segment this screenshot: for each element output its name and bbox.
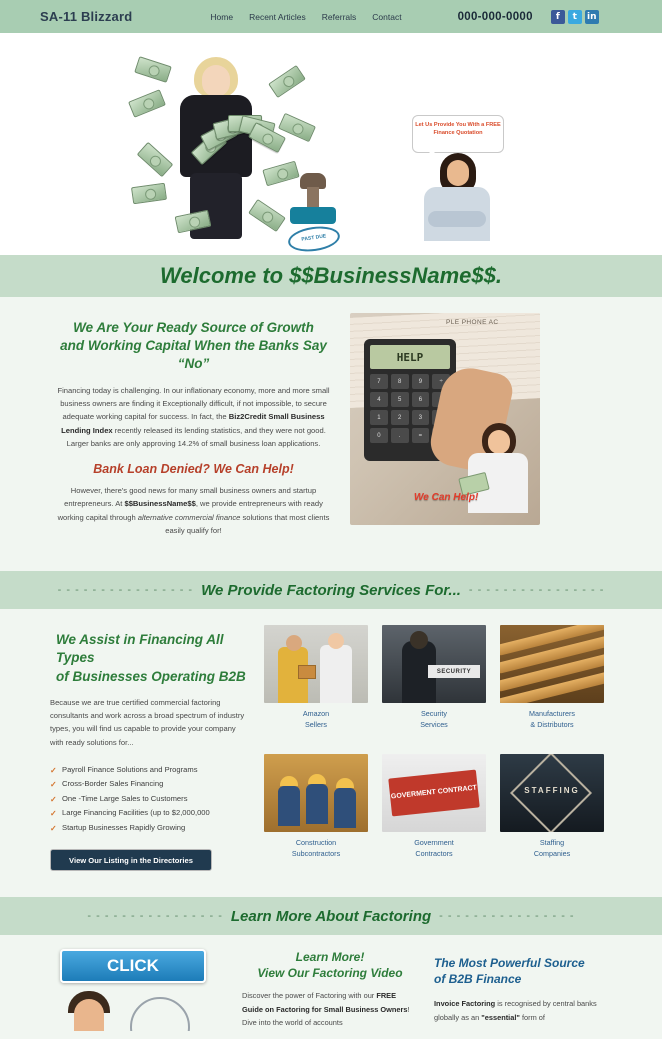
welcome-banner: [0, 255, 662, 297]
card-caption-line2: Services: [420, 719, 448, 729]
social-links: [551, 10, 599, 24]
site-header: [0, 0, 662, 33]
card-caption-line1: Staffing: [539, 838, 565, 848]
nav-item-referrals[interactable]: Referrals: [321, 11, 357, 22]
face-shape: [447, 160, 469, 186]
card-caption-line2: Contractors: [415, 848, 453, 858]
growth-p2-italic: alternative commercial finance: [137, 512, 241, 522]
hero-money-woman-image: [130, 55, 310, 240]
growth-section: [0, 297, 662, 571]
calc-key: 0: [370, 428, 388, 443]
calc-key: 3: [412, 410, 430, 425]
we-can-help-overlay: We Can Help!: [414, 492, 479, 503]
band-dashes-right: - - - - - - - - - - - - - - - -: [468, 584, 605, 597]
growth-paragraph-2: [51, 484, 336, 537]
learn-more-band-title: Learn More About Factoring: [230, 907, 432, 925]
staffing-label: STAFFING: [524, 786, 580, 796]
calc-key: 2: [391, 410, 409, 425]
card-image: [264, 754, 368, 832]
facebook-icon[interactable]: f: [551, 10, 565, 24]
twitter-icon[interactable]: t: [568, 10, 582, 24]
band-dashes-right: - - - - - - - - - - - - - - - -: [439, 910, 575, 923]
card-construction-subcontractors[interactable]: [264, 754, 368, 871]
factoring-checklist: [50, 763, 250, 835]
factoring-band: [0, 571, 662, 609]
video-thumbnail-image[interactable]: [60, 991, 206, 1031]
document-label-text: PLE PHONE AC: [446, 319, 499, 326]
growth-heading: [51, 319, 336, 374]
growth-p2-bold: $$BusinessName$$: [124, 499, 196, 509]
calc-key: 9: [412, 374, 430, 389]
growth-p2-part-c: solutions that most clients easily qualify for!: [165, 512, 330, 535]
hero-agent-image: [392, 115, 504, 255]
growth-p2-part-a: However, there's good news for many small business owners and startup entrepreneurs. At: [64, 486, 317, 509]
powerful-source-heading-line1: The Most Powerful Source: [434, 956, 585, 971]
calc-key: 1: [370, 410, 388, 425]
calc-key: 8: [391, 374, 409, 389]
list-item: ✓ Payroll Finance Solutions and Programs: [50, 763, 250, 777]
calc-key: ÷: [432, 374, 450, 389]
industry-cards-grid: [264, 625, 612, 871]
phone-number[interactable]: 000-000-0000: [457, 10, 533, 23]
ps-p-part-b: form of: [519, 1012, 545, 1022]
agent-figure: [414, 153, 500, 241]
woman-with-cash-figure: [458, 423, 536, 519]
card-image: [264, 625, 368, 703]
learn-more-heading-line2: View Our Factoring Video: [257, 966, 403, 981]
learn-more-band: [0, 897, 662, 935]
calculator-display: HELP: [370, 345, 450, 369]
ps-p-bold2: "essential": [481, 1012, 520, 1022]
factoring-section: [0, 609, 662, 897]
card-staffing-companies[interactable]: [500, 754, 604, 871]
calc-key: .: [391, 428, 409, 443]
cash-fan: [192, 113, 276, 167]
learn-more-paragraph: [242, 989, 418, 1029]
card-caption[interactable]: [500, 709, 604, 730]
card-caption-line1: Construction: [295, 838, 337, 848]
card-caption[interactable]: [264, 709, 368, 730]
card-caption-line1: Government: [414, 838, 454, 848]
growth-p1-part-b: recently released its lending statistics, and they were not good. Larger banks are only approving 14.2% of small business loan applications.: [66, 425, 326, 448]
speech-bubble-text: Let Us Provide You With a FREE Finance Quotation: [412, 115, 504, 153]
main-nav: [210, 12, 401, 22]
past-due-stamp-image: [286, 173, 340, 251]
list-item: ✓ Startup Businesses Rapidly Growing: [50, 821, 250, 835]
head-shape: [74, 999, 104, 1031]
circle-graphic: [130, 997, 190, 1031]
card-image: [500, 754, 604, 832]
card-amazon-sellers[interactable]: [264, 625, 368, 742]
card-image: [382, 754, 486, 832]
card-caption[interactable]: [382, 838, 486, 859]
nav-item-recent-articles[interactable]: Recent Articles: [249, 11, 306, 22]
welcome-title: Welcome to $$BusinessName$$.: [160, 263, 502, 288]
card-manufacturers-distributors[interactable]: [500, 625, 604, 742]
factoring-band-title: We Provide Factoring Services For...: [201, 581, 461, 599]
list-item: ✓ Large Financing Facilities (up to $2,000,000: [50, 806, 250, 820]
stamp-stem: [307, 187, 319, 209]
learn-p-part-a: Discover the power of Factoring with our: [242, 991, 377, 1001]
growth-p1-bold: Biz2Credit Small Business Lending Index: [61, 412, 325, 435]
click-button[interactable]: CLICK: [60, 949, 206, 983]
nav-item-home[interactable]: Home: [210, 11, 234, 22]
card-caption-line1: Manufacturers: [529, 709, 575, 719]
face-shape: [488, 430, 510, 454]
factoring-paragraph: Because we are true certified commercial factoring consultants and work across a broad spectrum of industry types, you will find us capable to provide your company with ready solutions for...: [50, 697, 245, 747]
ps-p-bold: Invoice Factoring: [434, 999, 496, 1009]
learn-video-column: [50, 949, 226, 1039]
growth-paragraph-1: [51, 384, 336, 450]
growth-heading-line2: and Working Capital When the Banks Say “No”: [60, 338, 327, 372]
calc-key: 6: [412, 392, 430, 407]
card-caption-line1: Security: [421, 709, 447, 719]
card-caption-line1: Amazon: [302, 709, 330, 719]
view-directories-button[interactable]: View Our Listing in the Directories: [50, 849, 212, 871]
learn-p-bold: FREE Guide on Factoring for Small Business Owners: [242, 991, 408, 1014]
card-image: [382, 625, 486, 703]
card-image: [500, 625, 604, 703]
card-caption[interactable]: [264, 838, 368, 859]
person-shape: [320, 645, 352, 703]
powerful-source-column: [434, 949, 612, 1039]
learn-more-section: [0, 935, 662, 1039]
card-caption-line2: Companies: [533, 848, 571, 858]
linkedin-icon[interactable]: in: [585, 10, 599, 24]
list-item: ✓ One -Time Large Sales to Customers: [50, 792, 250, 806]
arms-shape: [428, 211, 486, 227]
stamp-imprint-text: PAST DUE: [287, 223, 342, 254]
calc-key: 4: [370, 392, 388, 407]
card-caption[interactable]: [500, 838, 604, 859]
card-caption-line2: & Distributors: [530, 719, 574, 729]
card-security-services[interactable]: [382, 625, 486, 742]
card-caption-line2: Subcontractors: [291, 848, 341, 858]
powerful-source-paragraph: [434, 997, 612, 1024]
site-brand: SA-11 Blizzard: [40, 9, 133, 24]
factoring-heading-line1: We Assist in Financing All Types: [56, 632, 224, 666]
security-label: SECURITY: [428, 665, 480, 678]
band-dashes-left: - - - - - - - - - - - - - - - -: [57, 584, 194, 597]
card-caption-line2: Sellers: [305, 719, 327, 729]
factoring-heading-line2: of Businesses Operating B2B: [56, 668, 246, 684]
learn-more-heading: [242, 949, 418, 981]
ps-p-part-a: is recognised by central banks globally as an: [434, 999, 597, 1022]
calc-key: =: [412, 428, 430, 443]
list-item: ✓ Cross-Border Sales Financing: [50, 777, 250, 791]
growth-heading-line1: We Are Your Ready Source of Growth: [73, 320, 314, 335]
growth-p1-part-a: Financing today is challenging. In our inflationary economy, more and more small business owners are finding it Exceptionally difficult, if not impossible, to secure adequate working capital for success. In fact, the: [57, 385, 330, 422]
growth-p2-part-b: , we provide entrepreneurs with ready working capital through: [57, 499, 323, 522]
card-government-contractors[interactable]: [382, 754, 486, 871]
factoring-heading: [56, 631, 250, 686]
stamp-base: [290, 207, 336, 224]
growth-calculator-image: [350, 313, 540, 525]
band-dashes-left: - - - - - - - - - - - - - - - -: [87, 910, 223, 923]
contract-stamp-text: GOVERMENT CONTRACT: [388, 770, 479, 817]
learn-more-heading-line1: Learn More!: [295, 950, 365, 965]
hero-banner: [0, 33, 662, 255]
learn-p-part-b: ! Dive into the world of accounts: [242, 1004, 410, 1028]
learn-guide-column: [242, 949, 418, 1039]
face-shape: [202, 65, 230, 97]
growth-subheading: Bank Loan Denied? We Can Help!: [93, 462, 294, 477]
package-shape: [298, 665, 316, 679]
powerful-source-heading: [434, 955, 612, 987]
card-caption[interactable]: [382, 709, 486, 730]
calc-key: 7: [370, 374, 388, 389]
calc-key: 5: [391, 392, 409, 407]
powerful-source-heading-line2: of B2B Finance: [434, 972, 522, 987]
nav-item-contact[interactable]: Contact: [372, 11, 402, 22]
